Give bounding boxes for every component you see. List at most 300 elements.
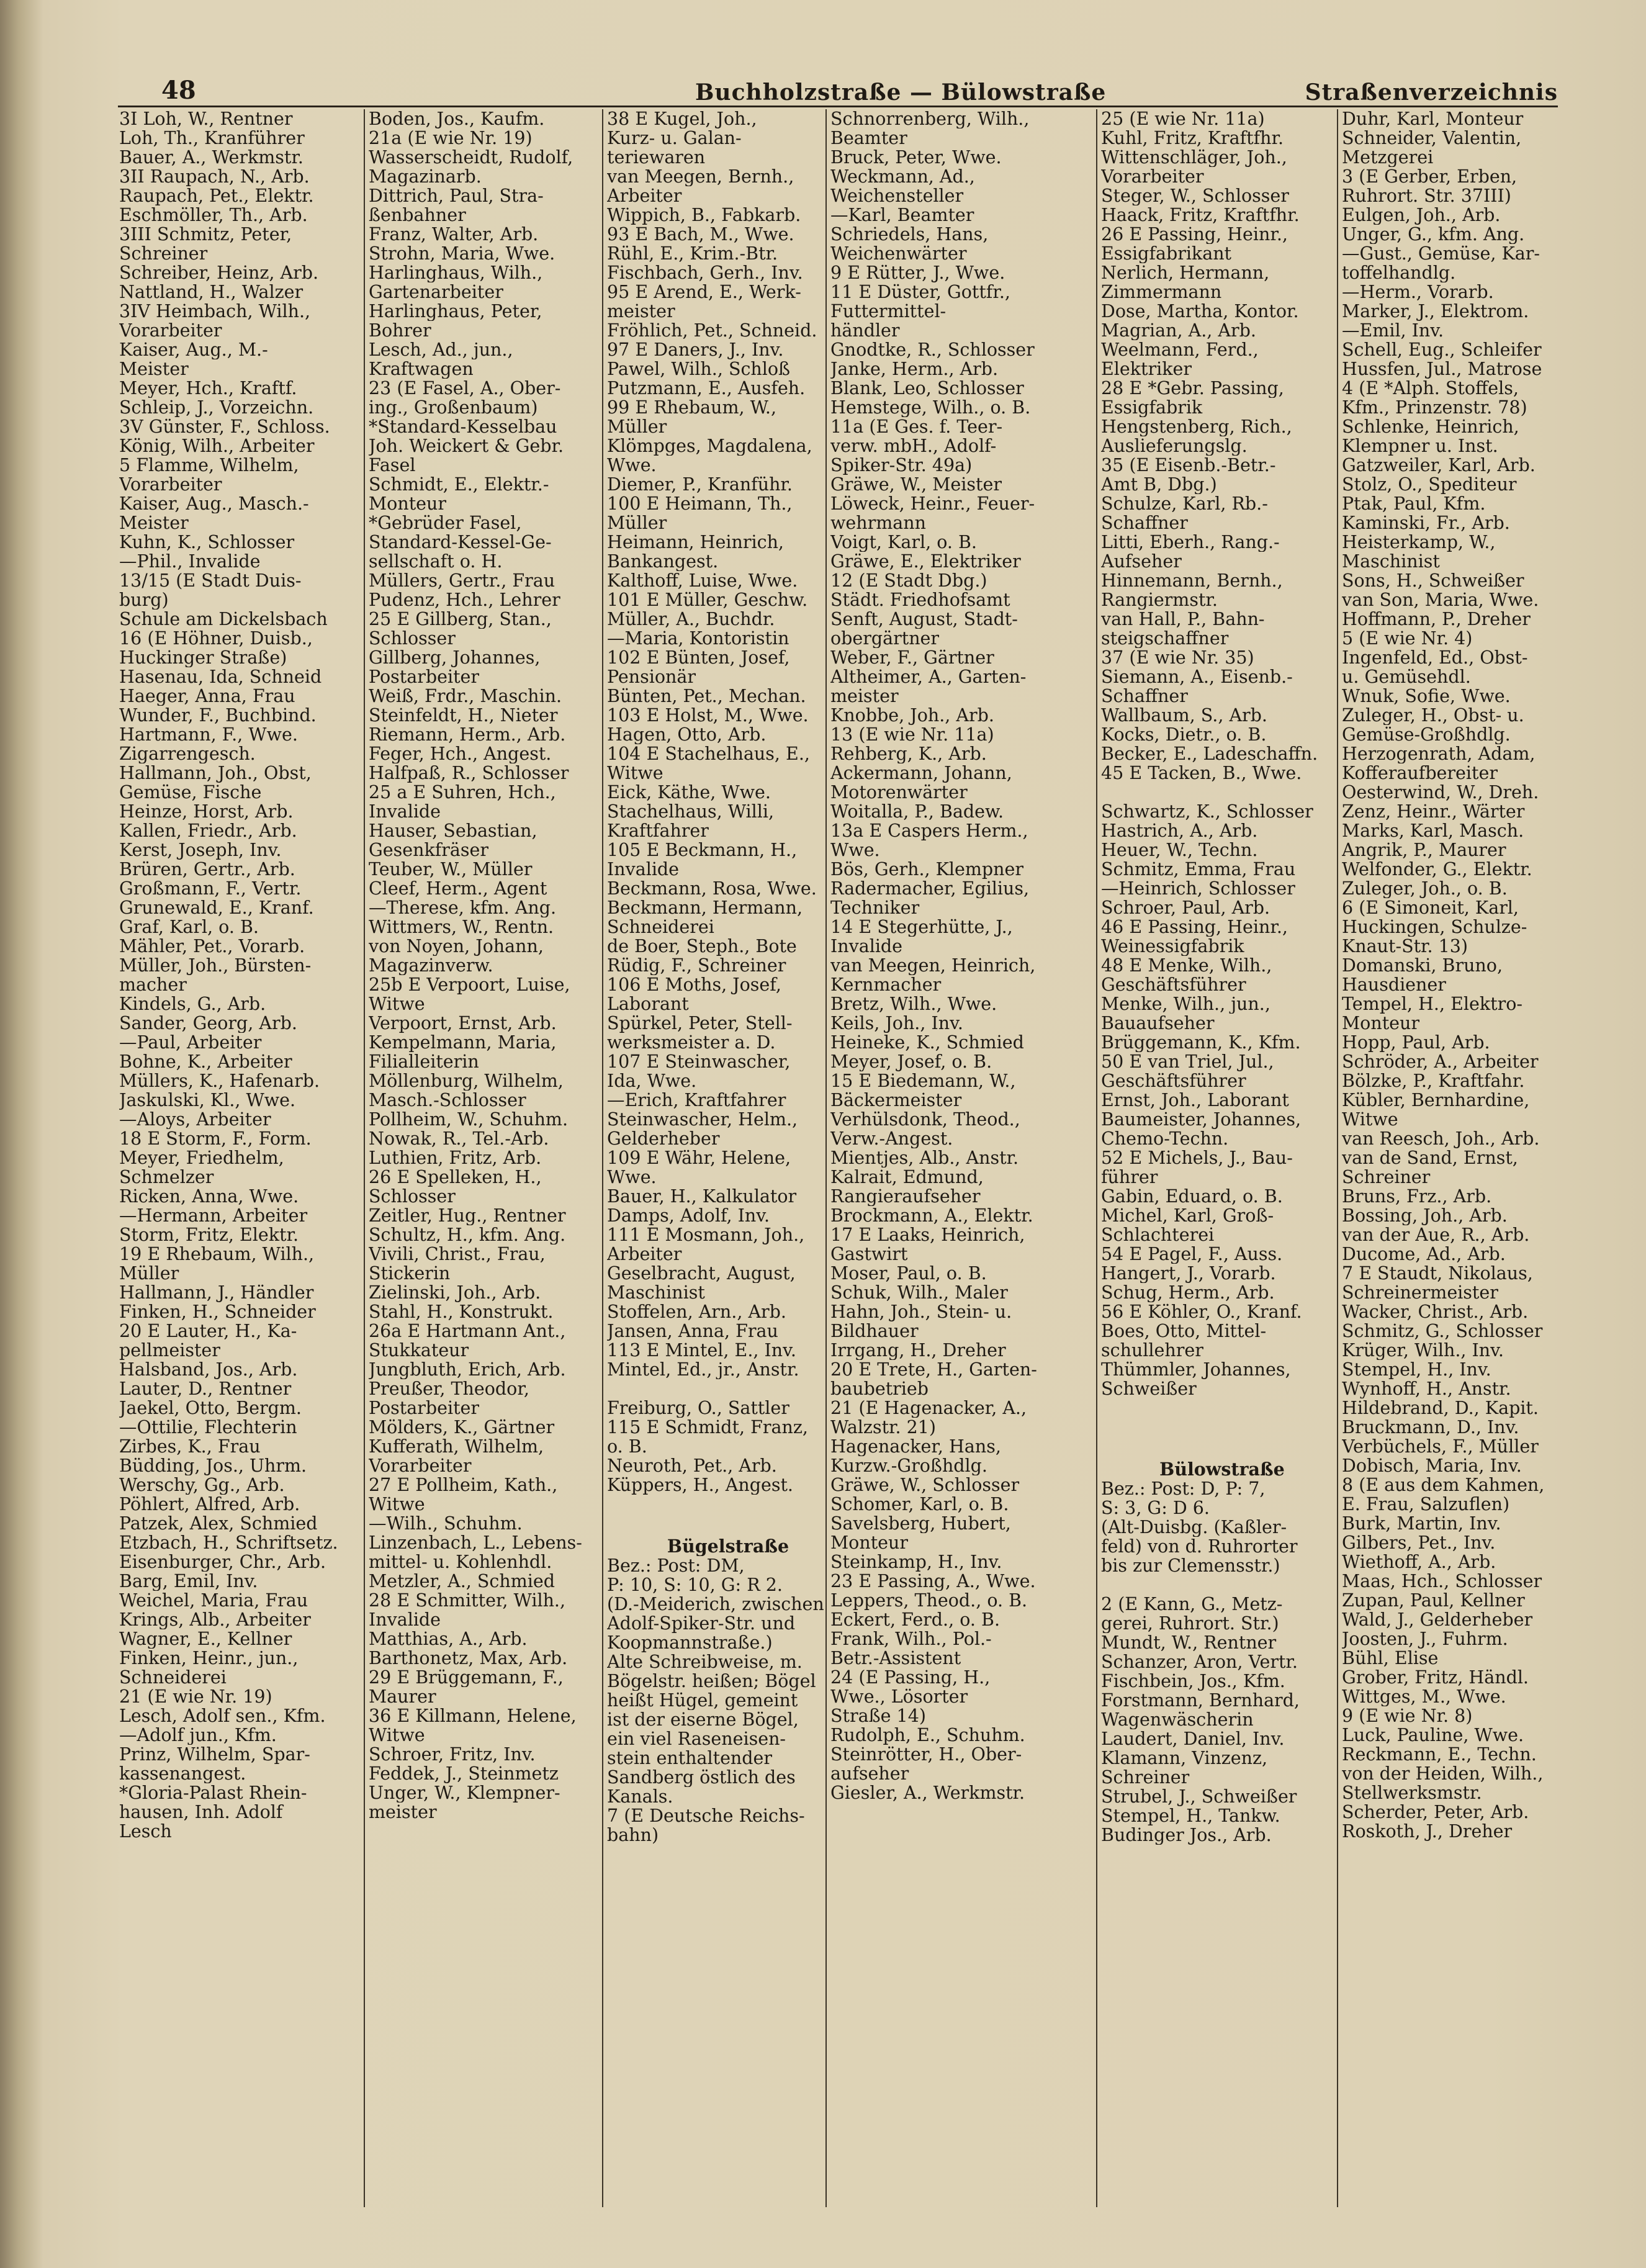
- entry-line: Finken, H., Schneider: [119, 1302, 316, 1321]
- entry-line: —Herm., Vorarb.: [1342, 282, 1494, 302]
- entry-line: 3 (E Gerber, Erben,: [1342, 167, 1518, 186]
- entry-line: Schmitz, G., Schlosser: [1342, 1321, 1543, 1341]
- entry-line: Eschmöller, Th., Arb.: [119, 205, 308, 225]
- entry-line: [1101, 1437, 1343, 1456]
- entry-line: Barthonetz, Max, Arb.: [369, 1649, 568, 1668]
- entry-line: Preußer, Theodor,: [369, 1379, 529, 1398]
- column-1: [119, 109, 361, 2244]
- entry-line: Zuleger, Joh., o. B.: [1342, 879, 1508, 898]
- entry-line: Jungbluth, Erich, Arb.: [369, 1360, 566, 1379]
- entry-line: Maas, Hch., Schlosser: [1342, 1572, 1542, 1591]
- entry-line: Auslieferungslg.: [1101, 436, 1248, 456]
- entry-line: 111 E Mosmann, Joh.,: [607, 1225, 805, 1244]
- entry-line: Müller, A., Buchdr.: [607, 610, 775, 629]
- entry-line: 2 (E Kann, G., Metz-: [1101, 1595, 1283, 1614]
- entry-line: Zenz, Heinr., Wärter: [1342, 802, 1525, 821]
- entry-line: Dittrich, Paul, Stra-: [369, 186, 544, 205]
- entry-line: Magrian, A., Arb.: [1101, 321, 1256, 340]
- entry-line: Bruns, Frz., Arb.: [1342, 1187, 1492, 1206]
- entry-line: Kocks, Dietr., o. B.: [1101, 725, 1267, 744]
- entry-line: Kerst, Joseph, Inv.: [119, 840, 282, 860]
- entry-line: 107 E Steinwascher,: [607, 1052, 791, 1071]
- entry-line: werksmeister a. D.: [607, 1033, 776, 1052]
- entry-line: Wallbaum, S., Arb.: [1101, 706, 1267, 725]
- entry-line: Heisterkamp, W.,: [1342, 533, 1496, 552]
- entry-line: 115 E Schmidt, Franz,: [607, 1418, 808, 1437]
- entry-line: 25 a E Suhren, Hch.,: [369, 783, 556, 802]
- entry-line: 5 (E wie Nr. 4): [1342, 629, 1473, 648]
- entry-line: Harlinghaus, Peter,: [369, 302, 542, 321]
- entry-line: Schreiner: [119, 244, 208, 263]
- entry-line: Großmann, F., Vertr.: [119, 879, 302, 898]
- entry-line: 24 (E Passing, H.,: [830, 1668, 991, 1687]
- entry-line: Weiß, Frdr., Maschin.: [369, 686, 562, 706]
- entry-line: Gräwe, W., Meister: [830, 475, 1002, 494]
- entry-line: Kraftwagen: [369, 359, 474, 379]
- entry-line: feld) von d. Ruhrorter: [1101, 1537, 1298, 1556]
- entry-line: Kurzw.-Großhdlg.: [830, 1456, 987, 1475]
- entry-line: Spürkel, Peter, Stell-: [607, 1014, 793, 1033]
- entry-line: Verw.-Angest.: [830, 1129, 953, 1148]
- entry-line: Joosten, J., Fuhrm.: [1342, 1629, 1508, 1649]
- entry-line: Gilbers, Pet., Inv.: [1342, 1533, 1496, 1552]
- entry-line: 95 E Arend, E., Werk-: [607, 282, 801, 302]
- entry-line: Bankangest.: [607, 552, 719, 571]
- entry-line: meister: [830, 686, 899, 706]
- entry-line: van Hall, P., Bahn-: [1101, 610, 1265, 629]
- entry-line: [607, 1379, 849, 1398]
- entry-line: Wittges, M., Wwe.: [1342, 1687, 1506, 1706]
- entry-line: Pöhlert, Alfred, Arb.: [119, 1495, 300, 1514]
- entry-line: de Boer, Steph., Bote: [607, 937, 797, 956]
- entry-line: stein enthaltender: [607, 1748, 773, 1768]
- entry-line: Meister: [119, 513, 189, 533]
- entry-line: 28 E *Gebr. Passing,: [1101, 379, 1284, 398]
- entry-line: 11 E Düster, Gottfr.,: [830, 282, 1010, 302]
- entry-line: Wald, J., Gelderheber: [1342, 1610, 1533, 1629]
- entry-line: Baumeister, Johannes,: [1101, 1110, 1302, 1129]
- entry-line: 27 E Pollheim, Kath.,: [369, 1475, 558, 1495]
- entry-line: —Phil., Invalide: [119, 552, 261, 571]
- entry-line: Hussfen, Jul., Matrose: [1342, 359, 1542, 379]
- entry-line: Halfpaß, R., Schlosser: [369, 763, 569, 783]
- entry-line: Filialleiterin: [369, 1052, 479, 1071]
- entry-line: Marks, Karl, Masch.: [1342, 821, 1524, 840]
- entry-line: Halsband, Jos., Arb.: [119, 1360, 298, 1379]
- entry-line: (D.-Meiderich, zwischen: [607, 1595, 824, 1614]
- entry-line: Schlosser: [369, 1187, 456, 1206]
- entry-line: Maschinist: [1342, 552, 1440, 571]
- entry-line: Mintel, Ed., jr., Anstr.: [607, 1360, 799, 1379]
- entry-line: Lauter, D., Rentner: [119, 1379, 292, 1398]
- entry-line: Kaminski, Fr., Arb.: [1342, 513, 1510, 533]
- entry-line: Kempelmann, Maria,: [369, 1033, 557, 1052]
- entry-line: Hauser, Sebastian,: [369, 821, 537, 840]
- entry-line: 20 E Trete, H., Garten-: [830, 1360, 1037, 1379]
- entry-line: schullehrer: [1101, 1341, 1203, 1360]
- entry-line: Kurz- u. Galan-: [607, 128, 742, 148]
- entry-line: Rangiermstr.: [1101, 590, 1218, 610]
- entry-line: Bruck, Peter, Wwe.: [830, 148, 1002, 167]
- entry-line: *Gebrüder Fasel,: [369, 513, 522, 533]
- entry-line: Grober, Fritz, Händl.: [1342, 1668, 1529, 1687]
- entry-line: 99 E Rhebaum, W.,: [607, 398, 777, 417]
- entry-line: 109 E Währ, Helene,: [607, 1148, 791, 1168]
- entry-line: Stickerin: [369, 1264, 451, 1283]
- entry-line: Schmelzer: [119, 1168, 214, 1187]
- entry-line: Schomer, Karl, o. B.: [830, 1495, 1009, 1514]
- entry-line: ßenbahner: [369, 205, 466, 225]
- entry-line: [1101, 1398, 1343, 1418]
- entry-line: Janke, Herm., Arb.: [830, 359, 999, 379]
- entry-line: Schneider, Valentin,: [1342, 128, 1522, 148]
- entry-line: 26 E Passing, Heinr.,: [1101, 225, 1288, 244]
- entry-line: Zupan, Paul, Kellner: [1342, 1591, 1525, 1610]
- entry-line: Michel, Karl, Groß-: [1101, 1206, 1274, 1225]
- entry-line: Welfonder, G., Elektr.: [1342, 860, 1532, 879]
- entry-line: Unger, G., kfm. Ang.: [1342, 225, 1525, 244]
- entry-line: Schreiber, Heinz, Arb.: [119, 263, 319, 282]
- entry-line: Wacker, Christ., Arb.: [1342, 1302, 1529, 1321]
- entry-line: Rüdig, F., Schreiner: [607, 956, 786, 975]
- entry-line: Futtermittel-: [830, 302, 947, 321]
- entry-line: Wunder, F., Buchbind.: [119, 706, 317, 725]
- entry-line: Feddek, J., Steinmetz: [369, 1764, 559, 1783]
- entry-line: Senft, August, Stadt-: [830, 610, 1018, 629]
- entry-line: Krüger, Wilh., Inv.: [1342, 1341, 1504, 1360]
- entry-line: Storm, Fritz, Elektr.: [119, 1225, 299, 1244]
- entry-line: Schneiderei: [607, 917, 714, 937]
- entry-line: Altheimer, A., Garten-: [830, 667, 1027, 686]
- entry-line: van der Aue, R., Arb.: [1342, 1225, 1530, 1244]
- entry-line: Nowak, R., Tel.-Arb.: [369, 1129, 549, 1148]
- entry-line: Meyer, Hch., Kraftf.: [119, 379, 297, 398]
- entry-line: Müllers, Gertr., Frau: [369, 571, 555, 590]
- entry-line: Nerlich, Hermann,: [1101, 263, 1270, 282]
- entry-line: Steinrötter, H., Ober-: [830, 1745, 1022, 1764]
- entry-line: Keils, Joh., Inv.: [830, 1014, 963, 1033]
- entry-line: Ernst, Joh., Laborant: [1101, 1091, 1289, 1110]
- column-6: [1342, 109, 1578, 2244]
- entry-line: Matthias, A., Arb.: [369, 1629, 528, 1649]
- entry-line: Stellwerksmstr.: [1342, 1783, 1482, 1802]
- entry-line: Schule am Dickelsbach: [119, 610, 328, 629]
- entry-line: 7 (E Deutsche Reichs-: [607, 1806, 805, 1825]
- entry-line: [607, 1495, 849, 1514]
- entry-line: Chemo-Techn.: [1101, 1129, 1229, 1148]
- entry-line: Diemer, P., Kranführ.: [607, 475, 793, 494]
- entry-line: Blank, Leo, Schlosser: [830, 379, 1024, 398]
- entry-line: 15 E Biedemann, W.,: [830, 1071, 1016, 1091]
- entry-line: Wittmers, W., Rentn.: [369, 917, 554, 937]
- entry-line: Hallmann, Joh., Obst,: [119, 763, 312, 783]
- entry-line: Bohne, K., Arbeiter: [119, 1052, 292, 1071]
- entry-line: Schulze, Karl, Rb.-: [1101, 494, 1268, 513]
- entry-line: Hangert, J., Vorarb.: [1101, 1264, 1276, 1283]
- entry-line: Beckmann, Rosa, Wwe.: [607, 879, 817, 898]
- entry-line: Weinessigfabrik: [1101, 937, 1244, 956]
- entry-line: —Ottilie, Flechterin: [119, 1418, 297, 1437]
- entry-line: Löweck, Heinr., Feuer-: [830, 494, 1035, 513]
- entry-line: Kallen, Friedr., Arb.: [119, 821, 297, 840]
- entry-line: 36 E Killmann, Helene,: [369, 1706, 577, 1726]
- entry-line: Prinz, Wilhelm, Spar-: [119, 1745, 310, 1764]
- entry-line: Huckinger Straße): [119, 648, 287, 667]
- entry-line: 3III Schmitz, Peter,: [119, 225, 292, 244]
- entry-line: Küppers, H., Angest.: [607, 1475, 793, 1495]
- entry-line: Bildhauer: [830, 1321, 919, 1341]
- entry-line: Stempel, H., Tankw.: [1101, 1806, 1280, 1825]
- entry-line: Hinnemann, Bernh.,: [1101, 571, 1283, 590]
- entry-line: Huckingen, Schulze-: [1342, 917, 1527, 937]
- entry-line: Bez.: Post: D, P: 7,: [1101, 1479, 1266, 1498]
- entry-line: Teuber, W., Müller: [369, 860, 533, 879]
- entry-line: Bünten, Pet., Mechan.: [607, 686, 806, 706]
- entry-line: Kernmacher: [830, 975, 942, 994]
- entry-line: sellschaft o. H.: [369, 552, 503, 571]
- entry-line: Invalide: [607, 860, 680, 879]
- entry-line: Magazinarb.: [369, 167, 482, 186]
- entry-line: 37 (E wie Nr. 35): [1101, 648, 1254, 667]
- entry-line: meister: [369, 1802, 437, 1822]
- entry-line: [607, 1514, 849, 1533]
- entry-line: Dobisch, Maria, Inv.: [1342, 1456, 1522, 1475]
- entry-line: Riemann, Herm., Arb.: [369, 725, 566, 744]
- entry-line: ing., Großenbaum): [369, 398, 538, 417]
- entry-line: pellmeister: [119, 1341, 220, 1360]
- entry-line: Wwe.: [607, 1168, 657, 1187]
- entry-line: 11a (E Ges. f. Teer-: [830, 417, 1003, 436]
- entry-line: Verhülsdonk, Theod.,: [830, 1110, 1020, 1129]
- entry-line: Wwe., Lösorter: [830, 1687, 968, 1706]
- entry-line: van de Sand, Ernst,: [1342, 1148, 1518, 1168]
- entry-line: führer: [1101, 1168, 1158, 1187]
- entry-line: Beckmann, Hermann,: [607, 898, 803, 917]
- entry-line: Giesler, A., Werkmstr.: [830, 1783, 1025, 1802]
- entry-line: —Heinrich, Schlosser: [1101, 879, 1295, 898]
- entry-line: Mähler, Pet., Vorarb.: [119, 937, 305, 956]
- entry-line: Sandberg östlich des: [607, 1768, 796, 1787]
- entry-line: Unger, W., Klempner-: [369, 1783, 560, 1802]
- entry-line: Kübler, Bernhardine,: [1342, 1091, 1530, 1110]
- entry-line: Bohrer: [369, 321, 431, 340]
- entry-line: 17 E Laaks, Heinrich,: [830, 1225, 1025, 1244]
- entry-line: 52 E Michels, J., Bau-: [1101, 1148, 1293, 1168]
- entry-line: Loh, Th., Kranführer: [119, 128, 305, 148]
- entry-line: *Gloria-Palast Rhein-: [119, 1783, 307, 1802]
- entry-line: Scherder, Peter, Arb.: [1342, 1802, 1529, 1822]
- entry-line: Marker, J., Elektrom.: [1342, 302, 1529, 321]
- entry-line: Amt B, Dbg.): [1101, 475, 1217, 494]
- entry-line: Heuer, W., Techn.: [1101, 840, 1258, 860]
- column-2: [369, 109, 611, 2244]
- running-title: Buchholzstraße — Bülowstraße: [695, 79, 1107, 106]
- entry-line: steigschaffner: [1101, 629, 1229, 648]
- entry-line: Schuk, Wilh., Maler: [830, 1283, 1008, 1302]
- entry-line: Woitalla, P., Badew.: [830, 802, 1004, 821]
- entry-line: hausen, Inh. Adolf: [119, 1802, 283, 1822]
- entry-line: Wwe.: [607, 456, 657, 475]
- entry-line: Schlenke, Heinrich,: [1342, 417, 1519, 436]
- entry-line: Geschäftsführer: [1101, 1071, 1246, 1091]
- entry-line: Knobbe, Joh., Arb.: [830, 706, 994, 725]
- entry-line: Schreinermeister: [1342, 1283, 1498, 1302]
- entry-line: Magazinverw.: [369, 956, 493, 975]
- entry-line: Arbeiter: [607, 1244, 682, 1264]
- entry-line: ist der eiserne Bögel,: [607, 1710, 799, 1729]
- entry-line: Witwe: [369, 1726, 425, 1745]
- entry-line: 19 E Rhebaum, Wilh.,: [119, 1244, 315, 1264]
- entry-line: Fasel: [369, 456, 416, 475]
- entry-line: Heinze, Horst, Arb.: [119, 802, 294, 821]
- entry-line: Stempel, H., Inv.: [1342, 1360, 1491, 1379]
- entry-line: Kufferath, Wilhelm,: [369, 1437, 544, 1456]
- entry-line: Moser, Paul, o. B.: [830, 1264, 987, 1283]
- entry-line: 16 (E Höhner, Duisb.,: [119, 629, 313, 648]
- entry-line: 3V Günster, F., Schloss.: [119, 417, 330, 436]
- entry-line: Steinkamp, H., Inv.: [830, 1552, 1002, 1572]
- entry-line: Gabin, Eduard, o. B.: [1101, 1187, 1283, 1206]
- entry-line: Schneiderei: [119, 1668, 227, 1687]
- entry-line: Standard-Kessel-Ge-: [369, 533, 552, 552]
- entry-line: Steinwascher, Helm.,: [607, 1110, 798, 1129]
- entry-line: Gartenarbeiter: [369, 282, 503, 302]
- entry-line: Schug, Herm., Arb.: [1101, 1283, 1275, 1302]
- entry-line: Bauer, H., Kalkulator: [607, 1187, 797, 1206]
- entry-line: van Reesch, Joh., Arb.: [1342, 1129, 1540, 1148]
- entry-line: Fröhlich, Pet., Schneid.: [607, 321, 817, 340]
- entry-line: 50 E van Triel, Jul.,: [1101, 1052, 1274, 1071]
- entry-line: Pawel, Wilh., Schloß: [607, 359, 791, 379]
- entry-line: Wwe.: [830, 840, 880, 860]
- entry-line: Bruckmann, D., Inv.: [1342, 1418, 1519, 1437]
- entry-line: Vivili, Christ., Frau,: [369, 1244, 546, 1264]
- entry-line: 54 E Pagel, F., Auss.: [1101, 1244, 1283, 1264]
- entry-line: Boes, Otto, Mittel-: [1101, 1321, 1267, 1341]
- entry-line: Essigfabrikant: [1101, 244, 1232, 263]
- entry-line: 25 E Gillberg, Stan.,: [369, 610, 552, 629]
- entry-line: Geselbracht, August,: [607, 1264, 796, 1283]
- entry-line: Meyer, Friedhelm,: [119, 1148, 284, 1168]
- entry-line: Kfm., Prinzenstr. 78): [1342, 398, 1527, 417]
- entry-line: Patzek, Alex, Schmied: [119, 1514, 318, 1533]
- entry-line: Bäckermeister: [830, 1091, 962, 1110]
- entry-line: König, Wilh., Arbeiter: [119, 436, 315, 456]
- entry-line: Gatzweiler, Karl, Arb.: [1342, 456, 1536, 475]
- entry-line: Wippich, B., Fabkarb.: [607, 205, 801, 225]
- entry-line: Wittenschläger, Joh.,: [1101, 148, 1287, 167]
- entry-line: Rangieraufseher: [830, 1187, 981, 1206]
- entry-line: Schreiner: [1101, 1768, 1190, 1787]
- entry-line: Müller: [607, 513, 667, 533]
- entry-line: Müller: [607, 417, 667, 436]
- entry-line: Jaekel, Otto, Bergm.: [119, 1398, 302, 1418]
- entry-line: Steger, W., Schlosser: [1101, 186, 1289, 205]
- column-4: [830, 109, 1073, 2244]
- entry-line: aufseher: [830, 1764, 909, 1783]
- entry-line: 21 (E Hagenacker, A.,: [830, 1398, 1027, 1418]
- entry-line: Vorarbeiter: [119, 321, 222, 340]
- entry-line: Brüggemann, K., Kfm.: [1101, 1033, 1301, 1052]
- entry-line: Wasserscheidt, Rudolf,: [369, 148, 573, 167]
- entry-line: Schlachterei: [1101, 1225, 1215, 1244]
- entry-line: Luthien, Fritz, Arb.: [369, 1148, 542, 1168]
- entry-line: Schwartz, K., Schlosser: [1101, 802, 1313, 821]
- entry-line: gerei, Ruhrort. Str.): [1101, 1614, 1279, 1633]
- entry-line: Kuhn, K., Schlosser: [119, 533, 295, 552]
- entry-line: Gelderheber: [607, 1129, 720, 1148]
- entry-line: macher: [119, 975, 187, 994]
- entry-line: Kofferaufbereiter: [1342, 763, 1498, 783]
- entry-line: 100 E Heimann, Th.,: [607, 494, 793, 513]
- entry-line: Adolf-Spiker-Str. und: [607, 1614, 796, 1633]
- entry-line: händler: [830, 321, 900, 340]
- entry-line: 103 E Holst, M., Wwe.: [607, 706, 809, 725]
- entry-line: Harlinghaus, Wilh.,: [369, 263, 543, 282]
- entry-line: Metzler, A., Schmied: [369, 1572, 555, 1591]
- entry-line: Finken, Heinr., jun.,: [119, 1649, 299, 1668]
- entry-line: Frank, Wilh., Pol.-: [830, 1629, 992, 1649]
- entry-line: Invalide: [369, 1610, 441, 1629]
- entry-line: Boden, Jos., Kaufm.: [369, 109, 545, 128]
- entry-line: Witwe: [607, 763, 663, 783]
- entry-line: Vorarbeiter: [369, 1456, 472, 1475]
- entry-line: Müllers, K., Hafenarb.: [119, 1071, 320, 1091]
- entry-line: Reckmann, E., Techn.: [1342, 1745, 1537, 1764]
- entry-line: P: 10, S: 10, G: R 2.: [607, 1575, 783, 1595]
- entry-line: Stahl, H., Konstrukt.: [369, 1302, 554, 1321]
- entry-line: Ingenfeld, Ed., Obst-: [1342, 648, 1528, 667]
- entry-line: Straße 14): [830, 1706, 926, 1726]
- entry-line: Lesch, Adolf sen., Kfm.: [119, 1706, 326, 1726]
- header-rule: [118, 106, 1558, 107]
- entry-line: 106 E Moths, Josef,: [607, 975, 781, 994]
- entry-line: Rühl, E., Krim.-Btr.: [607, 244, 778, 263]
- entry-line: Menke, Wilh., jun.,: [1101, 994, 1270, 1014]
- entry-line: Jaskulski, Kl., Wwe.: [119, 1091, 296, 1110]
- entry-line: Müller: [119, 1264, 179, 1283]
- entry-line: Schlosser: [369, 629, 456, 648]
- entry-line: Weichel, Maria, Frau: [119, 1591, 308, 1610]
- entry-line: Radermacher, Egilius,: [830, 879, 1030, 898]
- entry-line: Mölders, K., Gärtner: [369, 1418, 555, 1437]
- entry-line: Haeger, Anna, Frau: [119, 686, 295, 706]
- entry-line: 97 E Daners, J., Inv.: [607, 340, 784, 359]
- entry-line: Schleip, J., Vorzeichn.: [119, 398, 314, 417]
- entry-line: Werschy, Gg., Arb.: [119, 1475, 285, 1495]
- entry-line: Neuroth, Pet., Arb.: [607, 1456, 777, 1475]
- entry-line: Budinger Jos., Arb.: [1101, 1825, 1272, 1845]
- entry-line: Laborant: [607, 994, 689, 1014]
- entry-line: Maurer: [369, 1687, 436, 1706]
- entry-line: Schriedels, Hans,: [830, 225, 989, 244]
- entry-line: Becker, E., Ladeschaffn.: [1101, 744, 1318, 763]
- entry-line: Monteur: [830, 1533, 908, 1552]
- entry-line: Hemstege, Wilh., o. B.: [830, 398, 1031, 417]
- entry-line: Schanzer, Aron, Vertr.: [1101, 1652, 1298, 1672]
- entry-line: Ida, Wwe.: [607, 1071, 697, 1091]
- entry-line: 13/15 (E Stadt Duis-: [119, 571, 302, 590]
- entry-line: S: 3, G: D 6.: [1101, 1498, 1210, 1518]
- entry-line: Büdding, Jos., Uhrm.: [119, 1456, 307, 1475]
- entry-line: Betr.-Assistent: [830, 1649, 961, 1668]
- entry-line: Postarbeiter: [369, 1398, 480, 1418]
- entry-line: Raupach, Pet., Elektr.: [119, 186, 314, 205]
- entry-line: Hasenau, Ida, Schneid: [119, 667, 322, 686]
- entry-line: 93 E Bach, M., Wwe.: [607, 225, 794, 244]
- entry-line: u. Gemüsehdl.: [1342, 667, 1471, 686]
- entry-line: 13 (E wie Nr. 11a): [830, 725, 994, 744]
